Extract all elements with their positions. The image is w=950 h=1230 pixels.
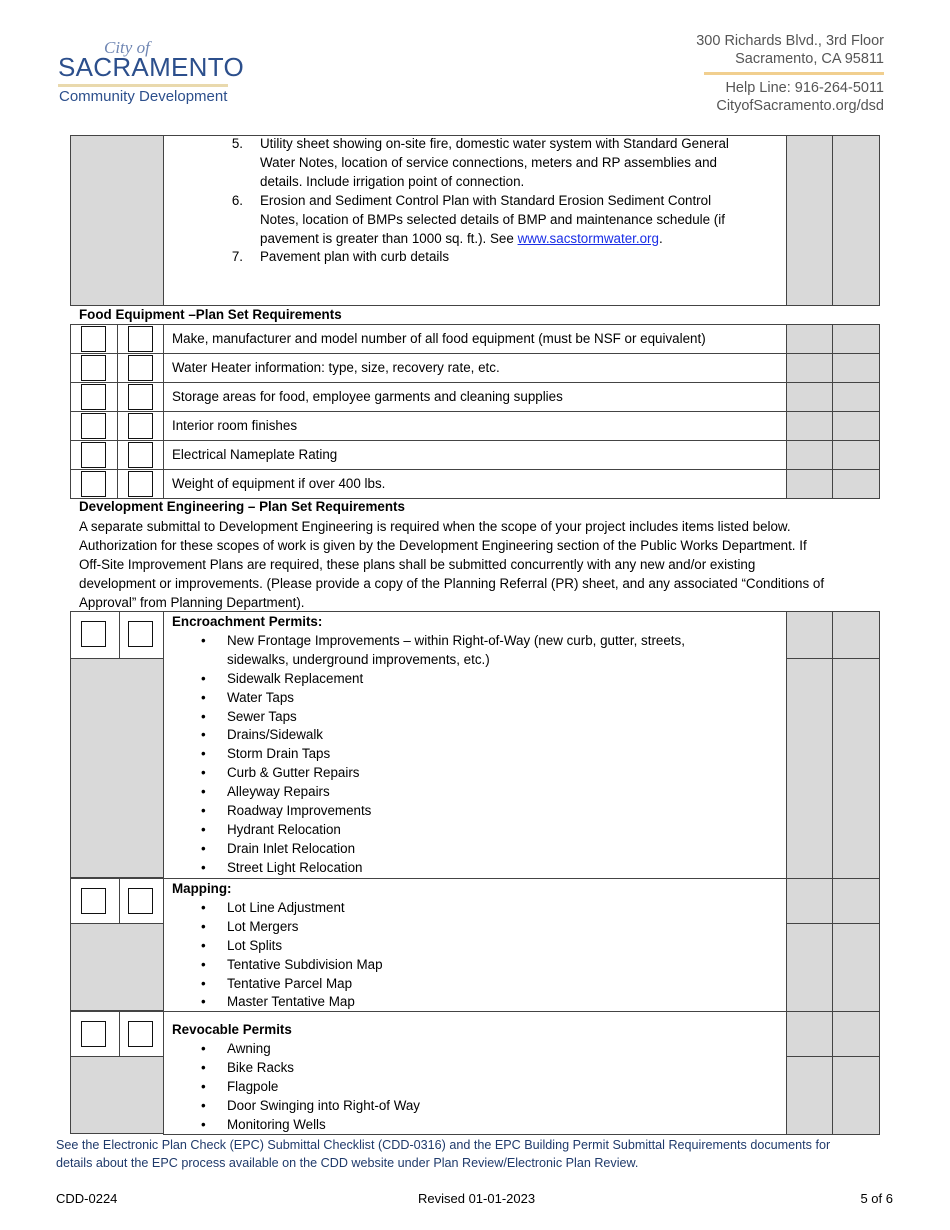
logo-dept-text: Community Development xyxy=(59,88,228,105)
mapping-item: Tentative Parcel Map xyxy=(227,975,353,991)
encroachment-status-col-1-lower xyxy=(786,658,833,879)
encroachment-status-col-2-lower xyxy=(832,658,880,879)
dev-intro-paragraph xyxy=(79,517,879,612)
mapping-status-col-1 xyxy=(786,878,833,924)
civil-item-text: pavement is greater than 1000 sq. ft.). See xyxy=(260,230,518,246)
civil-item-text: . xyxy=(658,230,663,246)
revocable-checkbox-a[interactable] xyxy=(81,1021,106,1047)
civil-item-number: 5. xyxy=(231,136,243,151)
food-section-title: Food Equipment –Plan Set Requirements xyxy=(79,307,342,322)
food-checkbox-a[interactable] xyxy=(81,355,106,381)
food-status-col-2 xyxy=(832,440,880,470)
food-row-label: Make, manufacturer and model number of all food equipment (must be NSF or equivalent) xyxy=(172,331,706,346)
revocable-status-col-1 xyxy=(786,1011,833,1057)
bullet-icon: • xyxy=(201,1116,206,1132)
food-checkbox-b[interactable] xyxy=(128,471,153,497)
mapping-item: Lot Splits xyxy=(227,937,283,953)
civil-status-col-2 xyxy=(832,135,880,306)
revocable-status-col-2 xyxy=(832,1011,880,1057)
logo-divider xyxy=(58,84,228,87)
food-status-col-1 xyxy=(786,440,833,470)
bullet-icon: • xyxy=(201,859,206,875)
food-status-col-1 xyxy=(786,411,833,441)
food-row-label: Storage areas for food, employee garments and cleaning supplies xyxy=(172,389,563,404)
civil-item-line: Pavement plan with curb details xyxy=(260,249,450,265)
logo-sacramento-text: SACRAMENTO xyxy=(58,52,244,82)
encroachment-item: sidewalks, underground improvements, etc.) xyxy=(227,651,490,667)
encroachment-item: Sidewalk Replacement xyxy=(227,670,364,686)
revocable-status-col-2-lower xyxy=(832,1056,880,1135)
civil-item-line xyxy=(260,230,663,249)
food-checkbox-a[interactable] xyxy=(81,471,106,497)
bullet-icon: • xyxy=(201,784,206,800)
bullet-icon: • xyxy=(201,670,206,686)
civil-status-col-1 xyxy=(786,135,833,306)
food-status-col-2 xyxy=(832,324,880,354)
dev-intro-line: Approval” from Planning Department). xyxy=(79,595,305,610)
civil-item-number: 7. xyxy=(231,249,243,265)
bullet-icon: • xyxy=(201,975,206,991)
mapping-item: Tentative Subdivision Map xyxy=(227,956,383,972)
dev-intro-line: Authorization for these scopes of work is given by the Development Engineering section of the Public Works Department. If xyxy=(79,538,807,553)
encroachment-item: Alleyway Repairs xyxy=(227,784,330,800)
food-checkbox-b[interactable] xyxy=(128,355,153,381)
sacstormwater-link[interactable]: www.sacstormwater.org xyxy=(517,230,659,246)
bullet-icon: • xyxy=(201,937,206,953)
food-row-label: Interior room finishes xyxy=(172,418,298,433)
dev-intro-line: A separate submittal to Development Engineering is required when the scope of your project includes items listed below. xyxy=(79,519,791,534)
civil-item-line: details. Include irrigation point of connection. xyxy=(260,173,525,189)
revocable-item: Awning xyxy=(227,1040,271,1056)
bullet-icon: • xyxy=(201,821,206,837)
bullet-icon: • xyxy=(201,994,206,1010)
mapping-checkbox-a[interactable] xyxy=(81,888,106,914)
encroachment-item: Drain Inlet Relocation xyxy=(227,840,356,856)
dev-intro-line: Off-Site Improvement Plans are required, these plans shall be submitted concurrently with any new and/or existing xyxy=(79,557,756,572)
bullet-icon: • xyxy=(201,632,206,648)
revocable-item: Flagpole xyxy=(227,1078,279,1094)
address-line-2: Sacramento, CA 95811 xyxy=(735,51,884,67)
website-text: CityofSacramento.org/dsd xyxy=(716,98,884,114)
civil-item-line: Utility sheet showing on-site fire, domestic water system with Standard General xyxy=(260,136,729,151)
food-status-col-2 xyxy=(832,469,880,499)
dev-intro-line: development or improvements. (Please provide a copy of the Planning Referral (PR) sheet, and any associated “Conditions of xyxy=(79,576,825,591)
bullet-icon: • xyxy=(201,918,206,934)
bullet-icon: • xyxy=(201,746,206,762)
revised-date: Revised 01-01-2023 xyxy=(418,1191,536,1206)
encroachment-checkbox-b[interactable] xyxy=(128,621,153,647)
food-status-col-2 xyxy=(832,353,880,383)
civil-item-number: 6. xyxy=(231,192,243,208)
logo-city-text: City of xyxy=(104,38,150,57)
food-checkbox-a[interactable] xyxy=(81,384,106,410)
encroachment-item: Street Light Relocation xyxy=(227,859,363,875)
civil-checkbox-column xyxy=(70,135,164,306)
bullet-icon: • xyxy=(201,708,206,724)
civil-item-line: Erosion and Sediment Control Plan with Standard Erosion Sediment Control xyxy=(260,192,712,208)
revocable-item: Door Swinging into Right-of Way xyxy=(227,1097,421,1113)
revocable-status-col-1-lower xyxy=(786,1056,833,1135)
food-status-col-1 xyxy=(786,353,833,383)
bullet-icon: • xyxy=(201,840,206,856)
page-number: 5 of 6 xyxy=(860,1191,893,1206)
encroachment-item: Storm Drain Taps xyxy=(227,746,331,762)
encroachment-item: Hydrant Relocation xyxy=(227,821,341,837)
bullet-icon: • xyxy=(201,1059,206,1075)
encroachment-heading: Encroachment Permits: xyxy=(172,614,323,629)
food-row-label: Water Heater information: type, size, recovery rate, etc. xyxy=(172,360,500,375)
help-line: Help Line: 916-264-5011 xyxy=(725,80,884,96)
bullet-icon: • xyxy=(201,899,206,915)
food-row-label: Weight of equipment if over 400 lbs. xyxy=(172,476,386,491)
food-checkbox-a[interactable] xyxy=(81,442,106,468)
encroachment-item: Drains/Sidewalk xyxy=(227,727,324,743)
dev-section-title: Development Engineering – Plan Set Requirements xyxy=(79,499,405,514)
form-id: CDD-0224 xyxy=(56,1191,118,1206)
bullet-icon: • xyxy=(201,803,206,818)
mapping-status-col-1-lower xyxy=(786,923,833,1012)
encroachment-status-col-2 xyxy=(832,611,880,659)
revocable-checkbox-filler xyxy=(70,1056,164,1134)
revocable-item: Monitoring Wells xyxy=(227,1116,326,1132)
civil-item-line: Water Notes, location of service connections, meters and RP assemblies and xyxy=(260,154,717,170)
encroachment-item: Curb & Gutter Repairs xyxy=(227,765,360,781)
address-divider xyxy=(704,72,884,75)
encroachment-item: Water Taps xyxy=(227,689,294,705)
food-checkbox-b[interactable] xyxy=(128,442,153,468)
mapping-status-col-2 xyxy=(832,878,880,924)
bullet-icon: • xyxy=(201,956,206,972)
revocable-heading: Revocable Permits xyxy=(172,1022,292,1037)
civil-item-line: Notes, location of BMPs selected details of BMP and maintenance schedule (if xyxy=(260,211,725,227)
bullet-icon: • xyxy=(201,1078,206,1094)
encroachment-checkbox-filler xyxy=(70,658,164,878)
food-checkbox-a[interactable] xyxy=(81,326,106,352)
epc-note-line: See the Electronic Plan Check (EPC) Submittal Checklist (CDD-0316) and the EPC Building Permit Submittal Requirements documents for xyxy=(56,1138,831,1152)
encroachment-checkbox-a[interactable] xyxy=(81,621,106,647)
food-checkbox-b[interactable] xyxy=(128,326,153,352)
food-status-col-1 xyxy=(786,469,833,499)
bullet-icon: • xyxy=(201,765,206,781)
bullet-icon: • xyxy=(201,1040,206,1056)
revocable-checkbox-b[interactable] xyxy=(128,1021,153,1047)
bullet-icon: • xyxy=(201,1097,206,1113)
header-address xyxy=(696,32,884,115)
epc-note-line: details about the EPC process available on the CDD website under Plan Review/Electronic Plan Review. xyxy=(56,1156,639,1170)
encroachment-item: New Frontage Improvements – within Right-of-Way (new curb, gutter, streets, xyxy=(227,632,685,648)
mapping-item: Lot Line Adjustment xyxy=(227,899,345,915)
food-checkbox-b[interactable] xyxy=(128,413,153,439)
city-logo xyxy=(58,38,248,108)
food-status-col-2 xyxy=(832,382,880,412)
revocable-item: Bike Racks xyxy=(227,1059,294,1075)
food-status-col-1 xyxy=(786,324,833,354)
food-status-col-2 xyxy=(832,411,880,441)
address-line-1: 300 Richards Blvd., 3rd Floor xyxy=(696,33,884,49)
mapping-heading: Mapping: xyxy=(172,881,232,896)
encroachment-item: Sewer Taps xyxy=(227,708,297,724)
food-status-col-1 xyxy=(786,382,833,412)
mapping-status-col-2-lower xyxy=(832,923,880,1012)
mapping-checkbox-b[interactable] xyxy=(128,888,153,914)
mapping-item: Master Tentative Map xyxy=(227,994,355,1010)
food-row-label: Electrical Nameplate Rating xyxy=(172,447,338,462)
bullet-icon: • xyxy=(201,689,206,705)
encroachment-item: Roadway Improvements xyxy=(227,803,372,818)
mapping-item: Lot Mergers xyxy=(227,918,299,934)
bullet-icon: • xyxy=(201,727,206,743)
food-checkbox-b[interactable] xyxy=(128,384,153,410)
food-checkbox-a[interactable] xyxy=(81,413,106,439)
epc-note xyxy=(56,1136,896,1172)
encroachment-status-col-1 xyxy=(786,611,833,659)
mapping-checkbox-filler xyxy=(70,923,164,1011)
